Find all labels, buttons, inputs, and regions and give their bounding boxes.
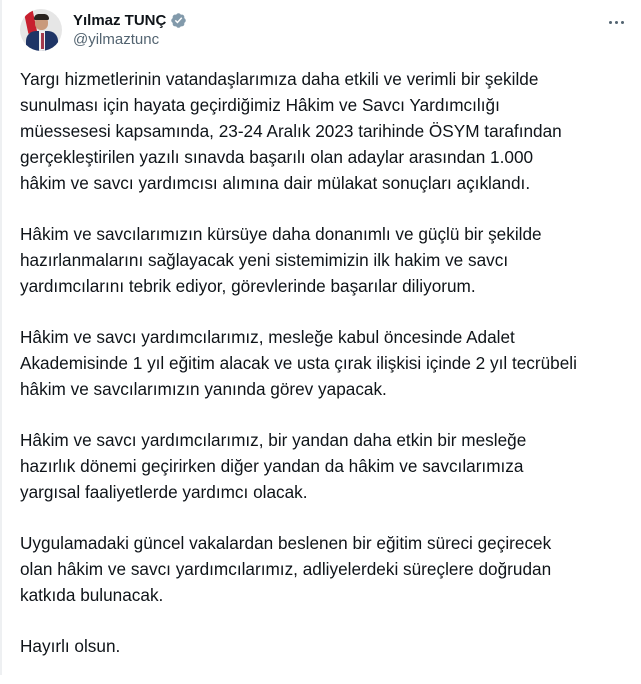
- tweet-paragraph: Hayırlı olsun.: [20, 636, 121, 656]
- display-name[interactable]: Yılmaz TUNÇ: [73, 12, 167, 29]
- more-horizontal-icon: [615, 21, 618, 24]
- tweet-paragraph: Yargı hizmetlerinin vatandaşlarımıza daha etkili ve verimli bir şekilde sunulması için hayata geçirdiğimiz Hâkim ve Savcı Yardımcılığı müessesesi kapsamında, 23-24 Aralık 2023 tarihinde ÖSYM tarafından gerçekleştirilen yazılı sınavda başarılı olan adaylar arasından 1.000 hâkim ve savcı yardımcısı alımına dair mülakat sonuçları açıklandı.: [20, 69, 562, 193]
- more-options-button[interactable]: [603, 12, 629, 32]
- tweet-text: [20, 66, 632, 684]
- user-handle[interactable]: @yilmaztunc: [73, 31, 160, 48]
- name-row: [73, 11, 187, 30]
- tweet-paragraph: Uygulamadaki güncel vakalardan beslenen bir eğitim süreci geçirecek olan hâkim ve savcı yardımcılarımız, adliyelerdeki süreçlere doğrudan katkıda bulunacak.: [20, 533, 552, 605]
- author-info: [73, 11, 187, 49]
- avatar-hair: [34, 14, 49, 20]
- tweet-paragraph: Hâkim ve savcı yardımcılarımız, mesleğe kabul öncesinde Adalet Akademisinde 1 yıl eğitim alacak ve usta çırak ilişkisi içinde 2 yıl tecrübeli hâkim ve savcılarımızın yanında görev yapacak.: [20, 327, 577, 399]
- more-horizontal-icon: [621, 21, 624, 24]
- tweet-paragraph: Hâkim ve savcılarımızın kürsüye daha donanımlı ve güçlü bir şekilde hazırlanmalarını sağlayacak yeni sistemimizin ilk hakim ve savcı yardımcılarını tebrik ediyor, görevlerinde başarılar diliyorum.: [20, 224, 542, 296]
- left-border: [0, 0, 2, 675]
- tweet-paragraph: Hâkim ve savcı yardımcılarımız, bir yandan daha etkin bir mesleğe hazırlık dönemi geçirirken diğer yandan da hâkim ve savcılarımıza yargısal faaliyetlerde yardımcı olacak.: [20, 430, 527, 502]
- tweet-header: [20, 8, 187, 52]
- verified-badge-icon[interactable]: [170, 12, 187, 29]
- more-horizontal-icon: [609, 21, 612, 24]
- avatar[interactable]: [20, 9, 62, 51]
- avatar-tie: [41, 33, 44, 49]
